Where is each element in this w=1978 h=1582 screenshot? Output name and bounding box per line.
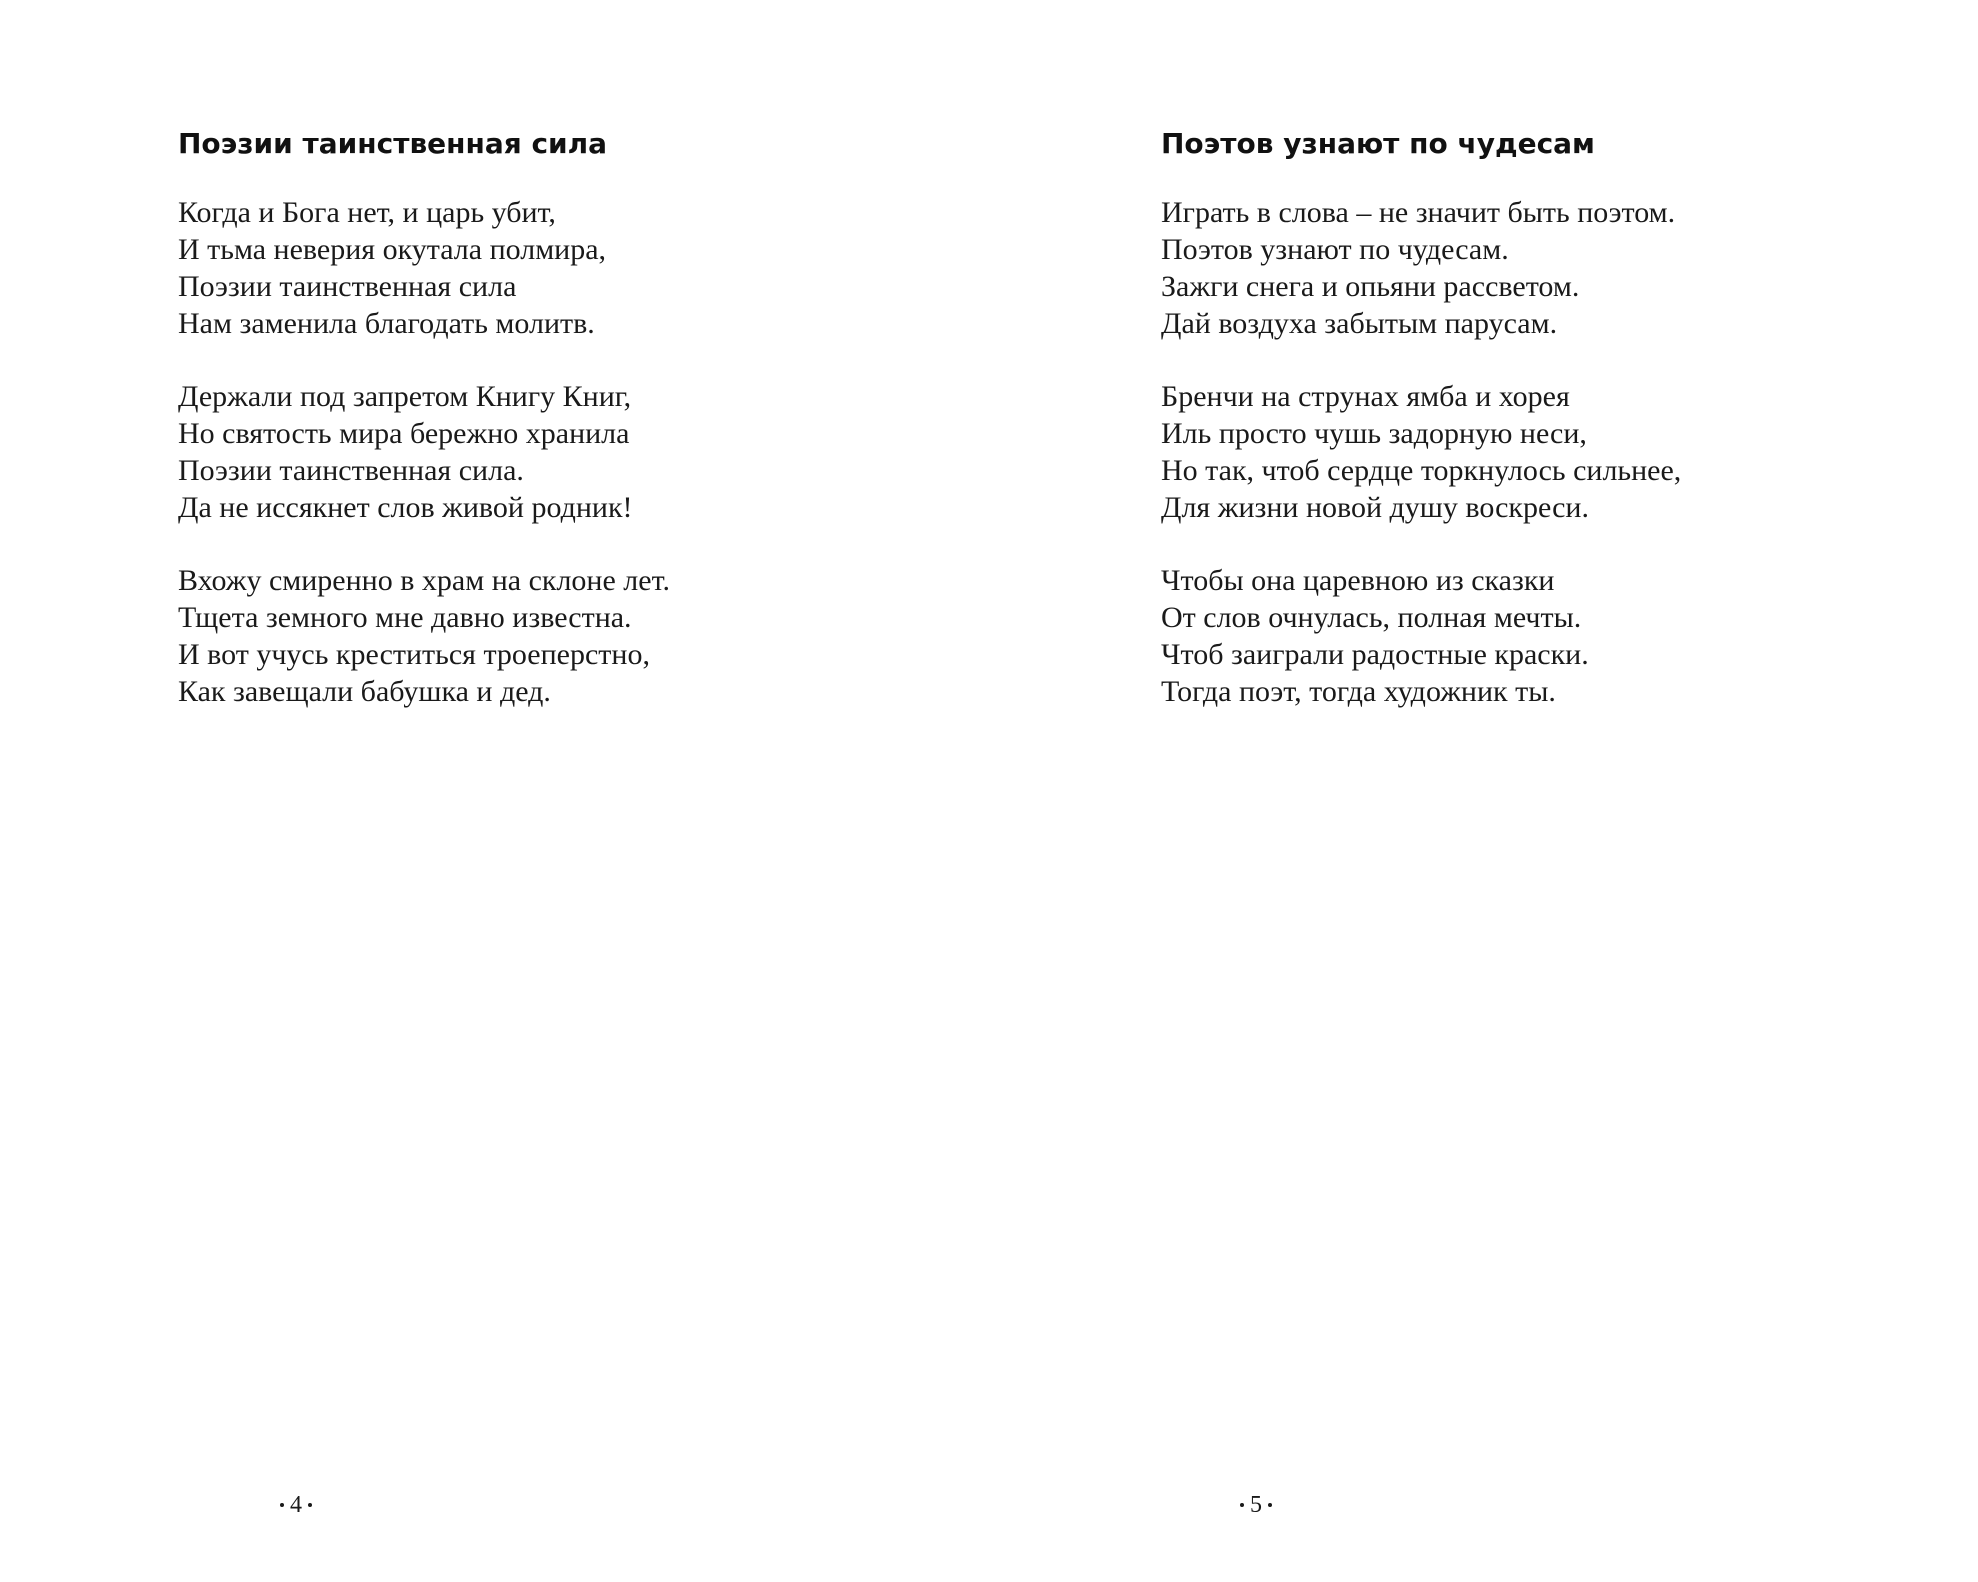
poem-line: И тьма неверия окутала полмира, (178, 233, 607, 266)
poem-line: Но так, чтоб сердце торкнулось сильнее, (1161, 454, 1682, 487)
poem-line: От слов очнулась, полная мечты. (1161, 601, 1582, 634)
poem-line: Тщета земного мне давно известна. (178, 601, 632, 634)
poem-line: Поэтов узнают по чудесам. (1161, 233, 1509, 266)
dot-icon (1240, 1503, 1244, 1507)
dot-icon (1268, 1503, 1272, 1507)
page-number-value: 5 (1250, 1492, 1262, 1518)
stanza-1 (178, 194, 670, 342)
poem-line: Поэзии таинственная сила. (178, 454, 524, 487)
poem-line: Играть в слова – не значит быть поэтом. (1161, 196, 1676, 229)
poem-line: Держали под запретом Книгу Книг, (178, 380, 632, 413)
poem-line: Поэзии таинственная сила (178, 270, 517, 303)
poem-line: Да не иссякнет слов живой родник! (178, 491, 633, 524)
poem-line: Нам заменила благодать молитв. (178, 307, 595, 340)
poem-line: Бренчи на струнах ямба и хорея (1161, 380, 1570, 413)
poem-line: Зажги снега и опьяни рассветом. (1161, 270, 1580, 303)
poem-line: Для жизни новой душу воскреси. (1161, 491, 1589, 524)
dot-icon (308, 1503, 312, 1507)
poem-right (1161, 124, 1681, 746)
stanza-2 (1161, 378, 1681, 526)
stanza-2 (178, 378, 670, 526)
poem-title: Поэтов узнают по чудесам (1161, 127, 1595, 160)
poem-line: Иль просто чушь задорную неси, (1161, 417, 1587, 450)
poem-line: Дай воздуха забытым парусам. (1161, 307, 1558, 340)
poem-line: Но святость мира бережно хранила (178, 417, 630, 450)
poem-title: Поэзии таинственная сила (178, 127, 608, 160)
page-number (1240, 1490, 1272, 1520)
page-number-value: 4 (290, 1492, 302, 1518)
poem-line: Как завещали бабушка и дед. (178, 675, 551, 708)
page-number (280, 1490, 312, 1520)
right-page (989, 0, 1978, 1582)
poem-line: И вот учусь креститься троеперстно, (178, 638, 650, 671)
stanza-3 (1161, 562, 1681, 710)
dot-icon (280, 1503, 284, 1507)
stanza-1 (1161, 194, 1681, 342)
poem-line: Вхожу смиренно в храм на склоне лет. (178, 564, 670, 597)
poem-left (178, 124, 670, 746)
stanza-3 (178, 562, 670, 710)
poem-line: Чтоб заиграли радостные краски. (1161, 638, 1589, 671)
poem-line: Чтобы она царевною из сказки (1161, 564, 1555, 597)
poem-line: Тогда поэт, тогда художник ты. (1161, 675, 1556, 708)
poem-line: Когда и Бога нет, и царь убит, (178, 196, 556, 229)
